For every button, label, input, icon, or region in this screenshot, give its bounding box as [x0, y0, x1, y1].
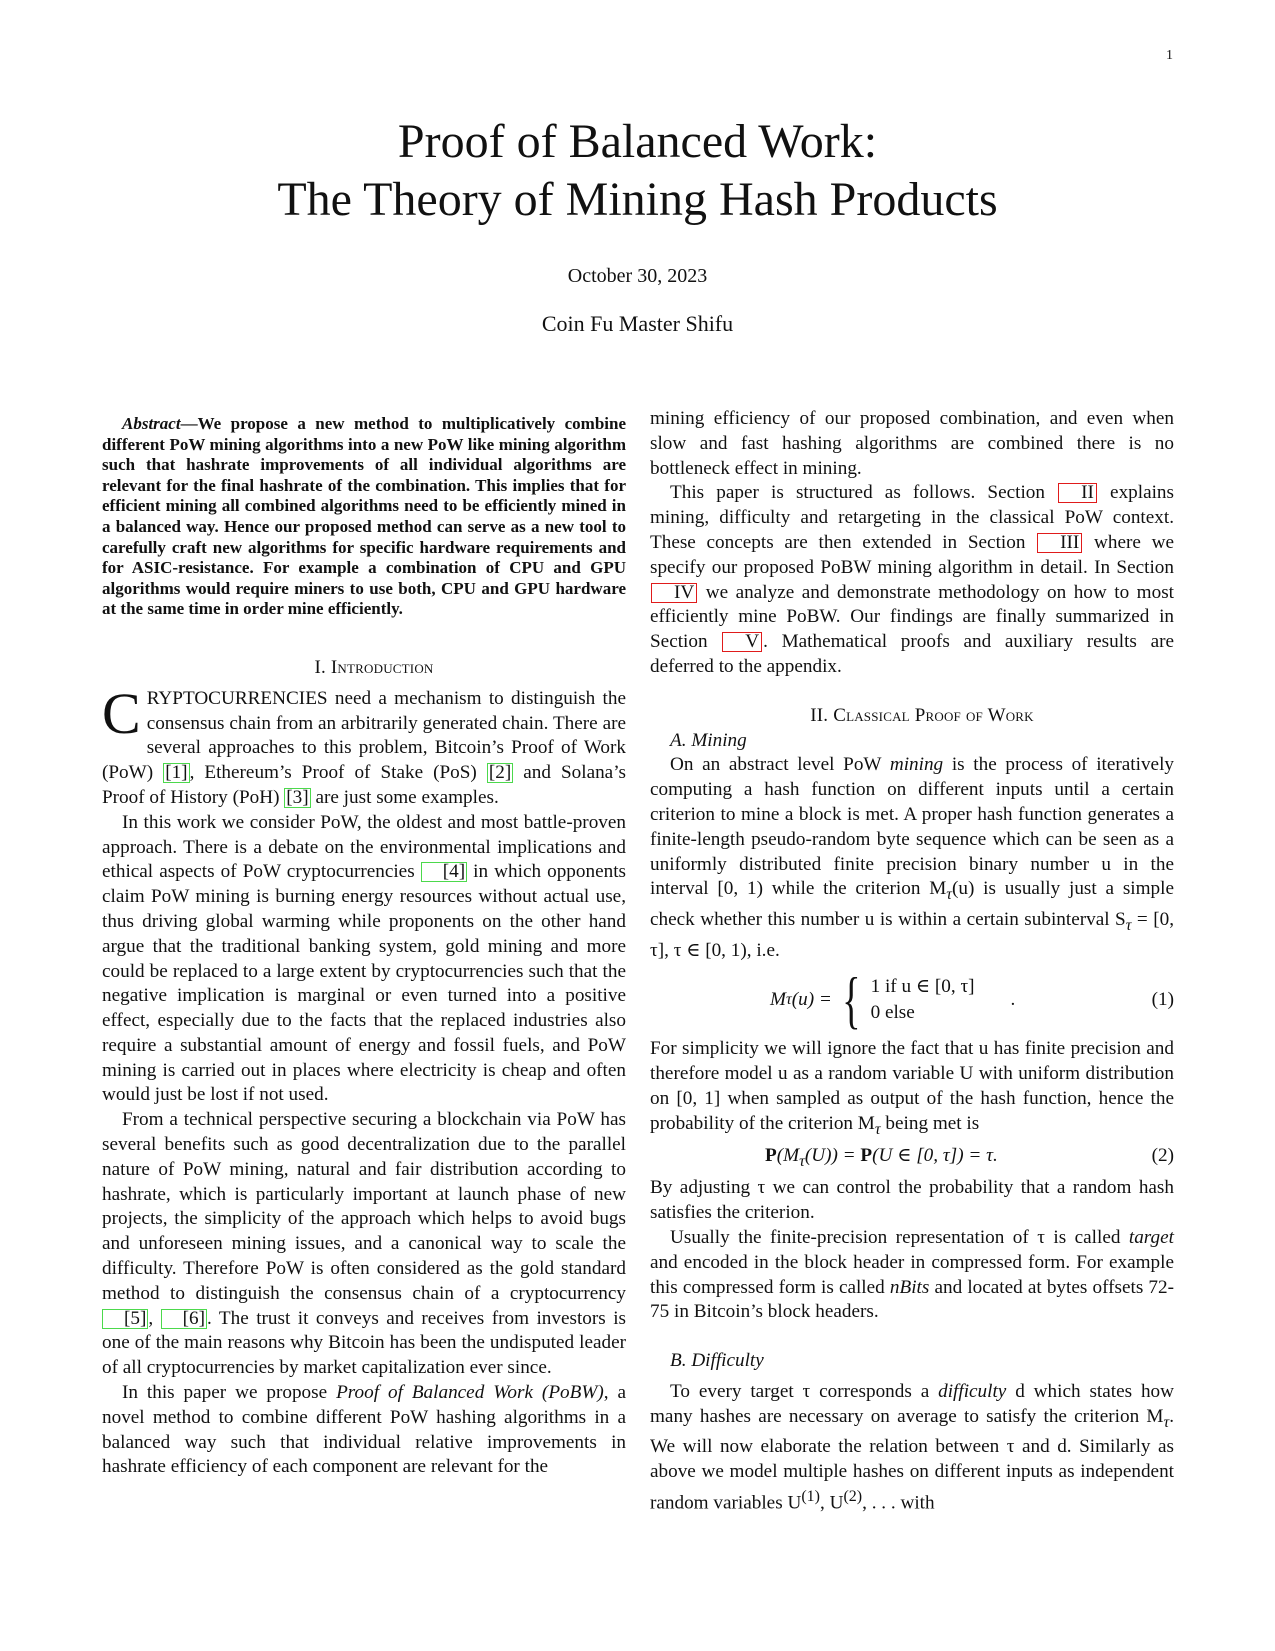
tau-subscript: τ	[874, 1120, 881, 1138]
structure-paragraph	[650, 481, 1174, 679]
page-number: 1	[1166, 48, 1173, 63]
citation-link[interactable]: [6]	[161, 1309, 207, 1329]
section-link[interactable]: IV	[651, 583, 697, 603]
eq1-case-1: 1 if u ∈ [0, τ]	[870, 976, 975, 998]
intro-p1-text-a: need a mechanism to distinguish the consensus chain from an arbitrarily generated chain. There are several approaches to this problem, Bitcoin’s Proof of Work (PoW)	[102, 687, 626, 784]
superscript-2: (2)	[843, 1488, 863, 1505]
section-introduction-heading: I. Introduction	[314, 656, 434, 678]
nbits-term: nBits	[889, 1276, 930, 1298]
structure-text-e: . Mathematical proofs and auxiliary results are deferred to the appendix.	[650, 631, 1174, 677]
mining-paragraph-4	[650, 1226, 1174, 1325]
intro-p2-text-b: in which opponents claim PoW mining is burning energy resources without actual use, thus driving global warming while proponents on the other hand argue that the traditional banking system, gold mining and more could be replaced to a large extent by cryptocurrencies such that the negative implication is marginal or even turned into a positive effect, especially due to the facts that the replaced industries also require a substantial amount of energy and fossil fuels, and PoW mining is carried out in places where electricity is cheap and often would just be lost if not used.	[102, 861, 626, 1106]
section-classical-pow-heading: II. Classical Proof of Work	[810, 704, 1034, 726]
diff-p1-text-b: d which states how many hashes are necessary on average to satisfy the criterion M	[650, 1380, 1174, 1427]
tau-subscript: τ	[785, 990, 792, 1008]
eq1-lhs: M	[770, 988, 786, 1010]
abstract-lead: Abstract	[122, 414, 181, 433]
paper-title	[0, 113, 1275, 229]
eq1-cases	[871, 974, 975, 1026]
title-line-2: The Theory of Mining Hash Products	[277, 173, 998, 226]
tau-subscript: τ	[1125, 916, 1132, 934]
diff-p1-text-e: , . . . with	[862, 1492, 935, 1514]
difficulty-paragraph-1	[650, 1380, 1174, 1516]
eq2-mid2: (U)) =	[804, 1145, 861, 1167]
intro-p4-text-a: In this paper we propose	[122, 1382, 337, 1404]
eq2-rhs: (U ∈ [0, τ]) = τ.	[872, 1145, 998, 1167]
diff-p1-text-c: . We will now elaborate the relation between τ and d. Similarly as above we model multiple hashes on different inputs as independent random variables U	[650, 1405, 1174, 1514]
paper-author: Coin Fu Master Shifu	[541, 311, 734, 336]
left-column	[102, 414, 626, 1480]
citation-link[interactable]: [3]	[286, 786, 309, 808]
eq1-case-2: 0 else	[870, 1002, 915, 1024]
abstract	[102, 414, 626, 620]
citation-link[interactable]: [4]	[421, 862, 467, 882]
target-term: target	[1128, 1227, 1174, 1248]
brace-icon: {	[841, 964, 861, 1036]
mining-p1-text-c: (u) is usually just a simple check whether this number u is within a certain subinterval S	[650, 878, 1174, 930]
mining-term: mining	[889, 754, 944, 776]
pobw-term: Proof of Balanced Work (PoBW)	[336, 1382, 604, 1404]
intro-p2-text-a: In this work we consider PoW, the oldest and most battle-proven approach. There is a debate on the environmental implications and ethical aspects of PoW cryptocurrencies	[102, 811, 626, 883]
structure-text-d: we analyze and demonstrate methodology on how to most efficiently mine PoBW. Our findings are finally summarized in Section	[650, 581, 1174, 653]
subsection-difficulty-heading: B. Difficulty	[670, 1350, 764, 1372]
intro-paragraph-2	[102, 811, 626, 1109]
prob-symbol: P	[860, 1145, 873, 1167]
citation-link[interactable]: [5]	[102, 1309, 148, 1329]
mining-p1-text-d: = [0, τ], τ ∈ [0, 1), i.e.	[650, 908, 1174, 961]
intro-paragraph-1	[102, 680, 626, 811]
diff-p1-text-d: , U	[819, 1492, 844, 1514]
section-link[interactable]: V	[722, 632, 762, 652]
superscript-1: (1)	[801, 1488, 820, 1505]
paper-date: October 30, 2023	[567, 265, 708, 287]
section-link[interactable]: III	[1037, 533, 1082, 553]
mining-p1-text-b: is the process of iteratively computing a hash function on different inputs until a certain criterion to mine a block is met. A proper hash function generates a finite-length pseudo-random byte sequence which can be seen as a uniformly distributed finite precision binary number u in the interval [0, 1) while the criterion M	[650, 754, 1174, 900]
intro-p1-text-b: , Ethereum’s Proof of Stake (PoS)	[189, 762, 487, 784]
mining-p4-text-a: Usually the finite-precision representation of τ is called	[670, 1227, 1129, 1248]
equation-1	[650, 964, 1174, 1036]
equation-number: (2)	[1151, 1145, 1174, 1167]
intro-paragraph-4	[102, 1381, 626, 1480]
prob-symbol: P	[765, 1145, 777, 1167]
structure-text-a: This paper is structured as follows. Section	[670, 482, 1058, 504]
mining-paragraph-3: By adjusting τ we can control the probability that a random hash satisfies the criterion.	[650, 1177, 1174, 1224]
tau-subscript: τ	[946, 886, 953, 904]
intro-p4-text-b: , a novel method to combine different PoW hashing algorithms in a balanced way such that individual relative improvements in hashrate efficiency of each component are relevant for the	[102, 1382, 626, 1478]
tau-subscript: τ	[799, 1153, 805, 1171]
intro-paragraph-3	[102, 1108, 626, 1381]
tau-subscript: τ	[1163, 1413, 1170, 1431]
mining-p2-text-b: being met is	[880, 1112, 980, 1134]
mining-p1-text-a: On an abstract level PoW	[670, 754, 890, 776]
intro-p3-sep: ,	[148, 1307, 161, 1329]
drop-cap: C	[102, 680, 141, 746]
intro-p1-text-d: are just some examples.	[310, 786, 499, 808]
intro-p3-text-b: . The trust it conveys and receives from investors is one of the main reasons why Bitcoin has been the undisputed leader of all cryptocurrencies by market capitalization ever since.	[102, 1307, 627, 1379]
section-link[interactable]: II	[1058, 483, 1097, 503]
right-paragraph-0: mining efficiency of our proposed combination, and even when slow and fast hashing algorithms are combined there is no bottleneck effect in mining.	[650, 408, 1174, 479]
eq1-dot: .	[1010, 988, 1016, 1010]
diff-p1-text-a: To every target τ corresponds a	[670, 1380, 939, 1402]
structure-text-c: where we specify our proposed PoBW mining algorithm in detail. In Section	[650, 531, 1174, 578]
mining-p4-text-c: and located at bytes offsets 72-75 in Bitcoin’s block headers.	[650, 1276, 1174, 1323]
equation-2	[650, 1144, 1174, 1172]
intro-p1-text-c: and Solana’s Proof of History (PoH)	[102, 762, 626, 808]
citation-link[interactable]: [2]	[488, 762, 512, 784]
mining-p4-text-b: and encoded in the block header in compressed form. For example this compressed form is called	[650, 1251, 1174, 1298]
title-line-1: Proof of Balanced Work:	[397, 115, 878, 168]
subsection-mining-heading: A. Mining	[670, 729, 747, 751]
eq2-mid: (M	[776, 1145, 800, 1167]
intro-smallcaps: RYPTOCURRENCIES	[146, 687, 328, 709]
abstract-text: —We propose a new method to multiplicatively combine different PoW mining algorithms into a new PoW like mining algorithm such that hashrate improvements of all individual algorithms are relevant for the final hashrate of the combination. This implies that for efficient mining all combined algorithms need to be efficiently mined in a balanced way. Hence our proposed method can serve as a new tool to carefully craft new algorithms for specific hardware requirements and for ASIC-resistance. For example a combination of CPU and GPU algorithms would require miners to use both, CPU and GPU hardware at the same time in order mine efficiently.	[102, 414, 626, 619]
mining-paragraph-2	[650, 1037, 1174, 1142]
mining-p2-text-a: For simplicity we will ignore the fact that u has finite precision and therefore model u as a random variable U with uniform distribution on [0, 1] when sampled as output of the hash function, hence the probability of the criterion M	[650, 1038, 1174, 1134]
intro-p3-text-a: From a technical perspective securing a blockchain via PoW has several benefits such as good decentralization due to the parallel nature of PoW mining, natural and fair distribution according to hashrate, which is particularly important at launch phase of new projects, the simplicity of the approach which helps to avoid bugs and unforeseen mining issues, and a canonical way to scale the difficulty. Therefore PoW is often considered as the gold standard method to distinguish the consensus chain of a cryptocurrency	[102, 1109, 626, 1304]
right-column	[650, 407, 1174, 1516]
equation-number: (1)	[1151, 989, 1174, 1011]
structure-text-b: explains mining, difficulty and retargeting in the classical PoW context. These concepts are then extended in Section	[650, 482, 1174, 553]
citation-link[interactable]: [1]	[165, 762, 188, 784]
eq1-lhs-rest: (u) =	[791, 988, 832, 1010]
difficulty-term: difficulty	[938, 1380, 1007, 1402]
mining-paragraph-1	[650, 753, 1174, 963]
